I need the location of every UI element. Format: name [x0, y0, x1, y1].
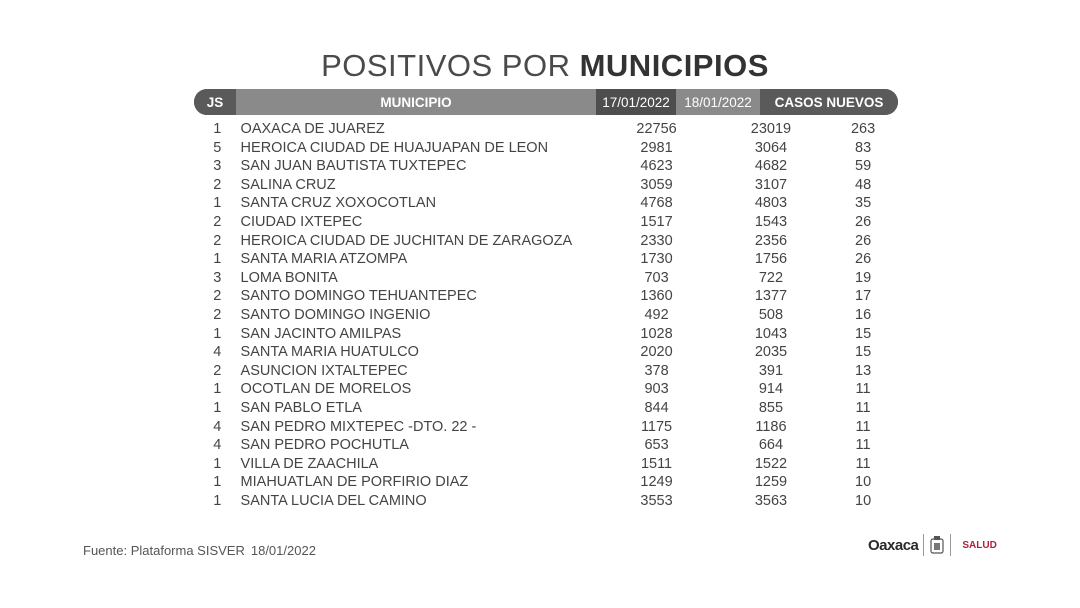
cell-date2: 1186: [755, 418, 787, 435]
cell-date2: 508: [758, 306, 784, 323]
cell-js: 2: [213, 176, 222, 193]
cell-date2: 4682: [754, 158, 788, 175]
cell-municipio: SAN JACINTO AMILPAS: [240, 325, 402, 342]
cell-date2: 1259: [754, 474, 788, 491]
table-row: [194, 436, 898, 455]
cell-municipio: OAXACA DE JUAREZ: [240, 121, 385, 137]
cell-date2: 1043: [754, 325, 788, 342]
table-row: [194, 120, 898, 139]
cell-js: 2: [213, 213, 222, 230]
cell-date2: 1522: [754, 455, 788, 472]
header-date1: 17/01/2022: [596, 89, 676, 115]
cell-casos-nuevos: 59: [855, 158, 872, 175]
cell-js: 4: [213, 418, 222, 435]
salud-logo-text: SALUD: [962, 539, 997, 551]
cell-municipio: SAN PABLO ETLA: [240, 399, 362, 416]
table-row: [194, 176, 898, 195]
table-row: [194, 157, 898, 176]
cell-casos-nuevos: 17: [855, 288, 872, 305]
cell-date1: 378: [644, 362, 669, 379]
table-row: [194, 380, 898, 399]
cell-casos-nuevos: 13: [855, 362, 872, 379]
table-row: [194, 213, 898, 232]
cell-casos-nuevos: 11: [855, 418, 871, 435]
cell-date2: 3107: [754, 176, 788, 193]
cell-js: 1: [213, 325, 222, 342]
cell-municipio: SAN PEDRO POCHUTLA: [240, 437, 409, 454]
table-row: [194, 194, 898, 213]
cell-casos-nuevos: 10: [855, 492, 872, 509]
cell-date2: 3064: [754, 139, 788, 156]
cell-casos-nuevos: 11: [855, 437, 871, 454]
source-date: 18/01/2022: [250, 543, 316, 558]
cell-municipio: CIUDAD IXTEPEC: [240, 213, 363, 230]
cell-municipio: ASUNCION IXTALTEPEC: [240, 362, 408, 379]
cell-js: 5: [213, 139, 222, 156]
table-row: [194, 473, 898, 492]
cell-municipio: SANTO DOMINGO TEHUANTEPEC: [240, 288, 477, 305]
cell-date1: 903: [644, 381, 669, 398]
cell-casos-nuevos: 19: [855, 269, 872, 286]
cell-js: 1: [213, 195, 222, 212]
cell-casos-nuevos: 11: [855, 455, 871, 472]
cell-js: 1: [213, 399, 222, 416]
cell-municipio: SANTA MARIA HUATULCO: [240, 344, 419, 361]
cell-casos-nuevos: 26: [855, 213, 872, 230]
cell-date1: 2020: [640, 344, 673, 361]
table-row: [194, 399, 898, 418]
table-row: [194, 232, 898, 251]
cell-js: 1: [213, 121, 222, 137]
cell-municipio: OCOTLAN DE MORELOS: [240, 381, 412, 398]
cell-date2: 664: [758, 437, 784, 454]
table-header: [194, 89, 898, 115]
cell-js: 4: [213, 437, 222, 454]
logo-divider-2: [950, 534, 951, 556]
cell-date2: 2035: [754, 344, 788, 361]
cell-js: 3: [213, 158, 222, 175]
logo-divider: [923, 534, 924, 556]
cell-js: 1: [213, 474, 222, 491]
table-body: [194, 120, 898, 510]
table-row: [194, 492, 898, 511]
cell-date2: 1377: [754, 288, 788, 305]
cell-casos-nuevos: 26: [855, 232, 872, 249]
cell-casos-nuevos: 10: [855, 474, 872, 491]
cell-date1: 653: [644, 437, 669, 454]
state-seal-icon: [929, 535, 945, 555]
cell-municipio: HEROICA CIUDAD DE HUAJUAPAN DE LEON: [240, 139, 549, 156]
cell-date2: 1756: [754, 251, 788, 268]
table-row: [194, 287, 898, 306]
cell-municipio: SANTO DOMINGO INGENIO: [240, 306, 431, 323]
oaxaca-logo: Oaxaca: [868, 536, 919, 554]
cell-date1: 703: [644, 269, 669, 286]
cell-municipio: SAN PEDRO MIXTEPEC -DTO. 22 -: [240, 418, 477, 435]
cell-js: 2: [213, 232, 222, 249]
table-row: [194, 455, 898, 474]
cell-date2: 1543: [754, 213, 788, 230]
cell-date1: 1028: [640, 325, 673, 342]
cell-municipio: MIAHUATLAN DE PORFIRIO DIAZ: [240, 474, 469, 491]
cell-casos-nuevos: 26: [855, 251, 872, 268]
title-light: POSITIVOS POR: [321, 48, 580, 83]
cell-date1: 1360: [640, 288, 673, 305]
cell-date1: 4623: [640, 158, 673, 175]
table-row: [194, 418, 898, 437]
source-label: Fuente: Plataforma SISVER: [83, 543, 245, 558]
cell-date1: 1249: [640, 474, 673, 491]
cell-js: 1: [213, 455, 222, 472]
cell-date1: 3059: [640, 176, 673, 193]
page-title: [0, 48, 1080, 84]
header-date2: 18/01/2022: [676, 89, 760, 115]
cell-js: 2: [213, 288, 222, 305]
cell-js: 2: [213, 362, 222, 379]
cell-js: 2: [213, 306, 222, 323]
cell-casos-nuevos: 16: [855, 306, 872, 323]
cell-date1: 4768: [640, 195, 673, 212]
cell-municipio: HEROICA CIUDAD DE JUCHITAN DE ZARAGOZA: [240, 232, 573, 249]
cell-casos-nuevos: 83: [855, 139, 872, 156]
cell-municipio: SANTA MARIA ATZOMPA: [240, 251, 408, 268]
cell-js: 3: [213, 269, 222, 286]
cell-date2: 23019: [750, 121, 792, 137]
cell-municipio: SANTA CRUZ XOXOCOTLAN: [240, 195, 437, 212]
cell-date1: 2330: [640, 232, 673, 249]
cell-municipio: SALINA CRUZ: [240, 176, 336, 193]
title-bold: MUNICIPIOS: [579, 48, 769, 83]
cell-date2: 2356: [754, 232, 788, 249]
cell-date2: 3563: [754, 492, 788, 509]
cell-municipio: LOMA BONITA: [240, 269, 338, 286]
cell-municipio: VILLA DE ZAACHILA: [240, 455, 379, 472]
table-row: [194, 306, 898, 325]
cell-casos-nuevos: 11: [855, 399, 871, 416]
table-row: [194, 269, 898, 288]
header-casos-nuevos: CASOS NUEVOS: [760, 89, 898, 115]
cell-date1: 492: [644, 306, 669, 323]
table-row: [194, 325, 898, 344]
cell-js: 1: [213, 492, 222, 509]
source-note: [83, 543, 316, 558]
cell-date2: 914: [758, 381, 784, 398]
header-municipio: MUNICIPIO: [236, 89, 596, 115]
table-row: [194, 250, 898, 269]
table-row: [194, 343, 898, 362]
cell-municipio: SAN JUAN BAUTISTA TUXTEPEC: [240, 158, 467, 175]
cell-casos-nuevos: 11: [855, 381, 871, 398]
logos: [868, 530, 1018, 560]
cell-date2: 4803: [754, 195, 788, 212]
cell-casos-nuevos: 263: [850, 121, 876, 137]
cell-casos-nuevos: 35: [855, 195, 872, 212]
cell-date2: 855: [758, 399, 784, 416]
cell-date1: 1511: [640, 455, 673, 472]
cell-date1: 1730: [640, 251, 673, 268]
cell-municipio: SANTA LUCIA DEL CAMINO: [240, 492, 427, 509]
cell-date1: 1517: [640, 213, 673, 230]
table-row: [194, 362, 898, 381]
cell-casos-nuevos: 48: [855, 176, 872, 193]
header-js: JS: [194, 89, 236, 115]
table-row: [194, 139, 898, 158]
cell-js: 1: [213, 381, 222, 398]
salud-logo: [962, 540, 996, 551]
cell-date1: 3553: [640, 492, 673, 509]
cell-date2: 391: [758, 362, 784, 379]
cell-casos-nuevos: 15: [855, 344, 872, 361]
cell-js: 4: [213, 344, 222, 361]
cell-date1: 22756: [636, 121, 677, 137]
cell-date1: 1175: [640, 418, 673, 435]
cell-date1: 844: [644, 399, 669, 416]
cell-date2: 722: [758, 269, 784, 286]
cell-casos-nuevos: 15: [855, 325, 872, 342]
cell-date1: 2981: [640, 139, 673, 156]
cell-js: 1: [213, 251, 222, 268]
